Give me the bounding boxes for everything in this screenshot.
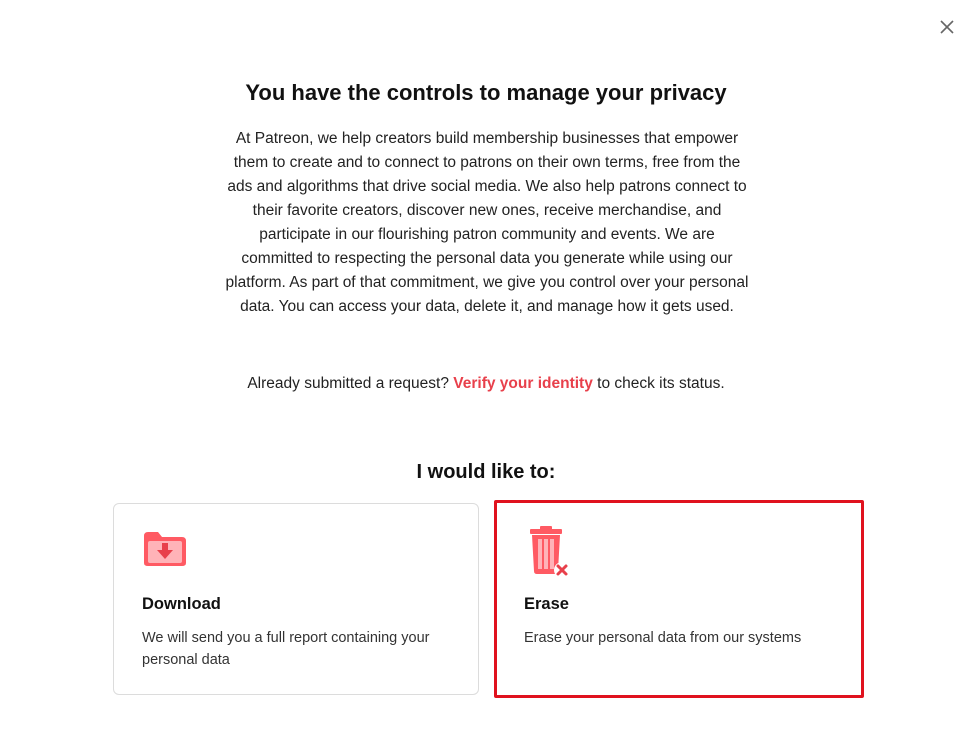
download-option-card[interactable] [113, 503, 479, 695]
erase-title: Erase [524, 595, 569, 613]
close-icon [936, 16, 958, 38]
verify-identity-link[interactable]: Verify your identity [453, 375, 593, 392]
intro-paragraph: At Patreon, we help creators build membership businesses that empower them to create and to connect to patrons on their own terms, free from the ads and algorithms that drive social media. We also help patrons connect to their favorite creators, discover new ones, receive merchandise, and participate in our flourishing patron community and events. We are committed to respecting the personal data you generate while using our platform. As part of that commitment, we give you control over your personal data. You can access your data, delete it, and manage how it gets used. [225, 130, 749, 315]
page-title: You have the controls to manage your privacy [245, 80, 727, 105]
download-title: Download [142, 595, 221, 613]
status-suffix: to check its status. [597, 375, 725, 392]
status-prefix: Already submitted a request? [247, 375, 449, 392]
request-status-line [0, 375, 972, 393]
options-heading: I would like to: [416, 461, 556, 483]
folder-download-icon [142, 530, 188, 573]
close-button[interactable] [936, 16, 958, 38]
erase-description: Erase your personal data from our systems [524, 630, 802, 646]
trash-delete-icon [527, 525, 573, 586]
download-description: We will send you a full report containing your personal data [142, 630, 430, 668]
erase-option-card[interactable] [494, 500, 864, 698]
